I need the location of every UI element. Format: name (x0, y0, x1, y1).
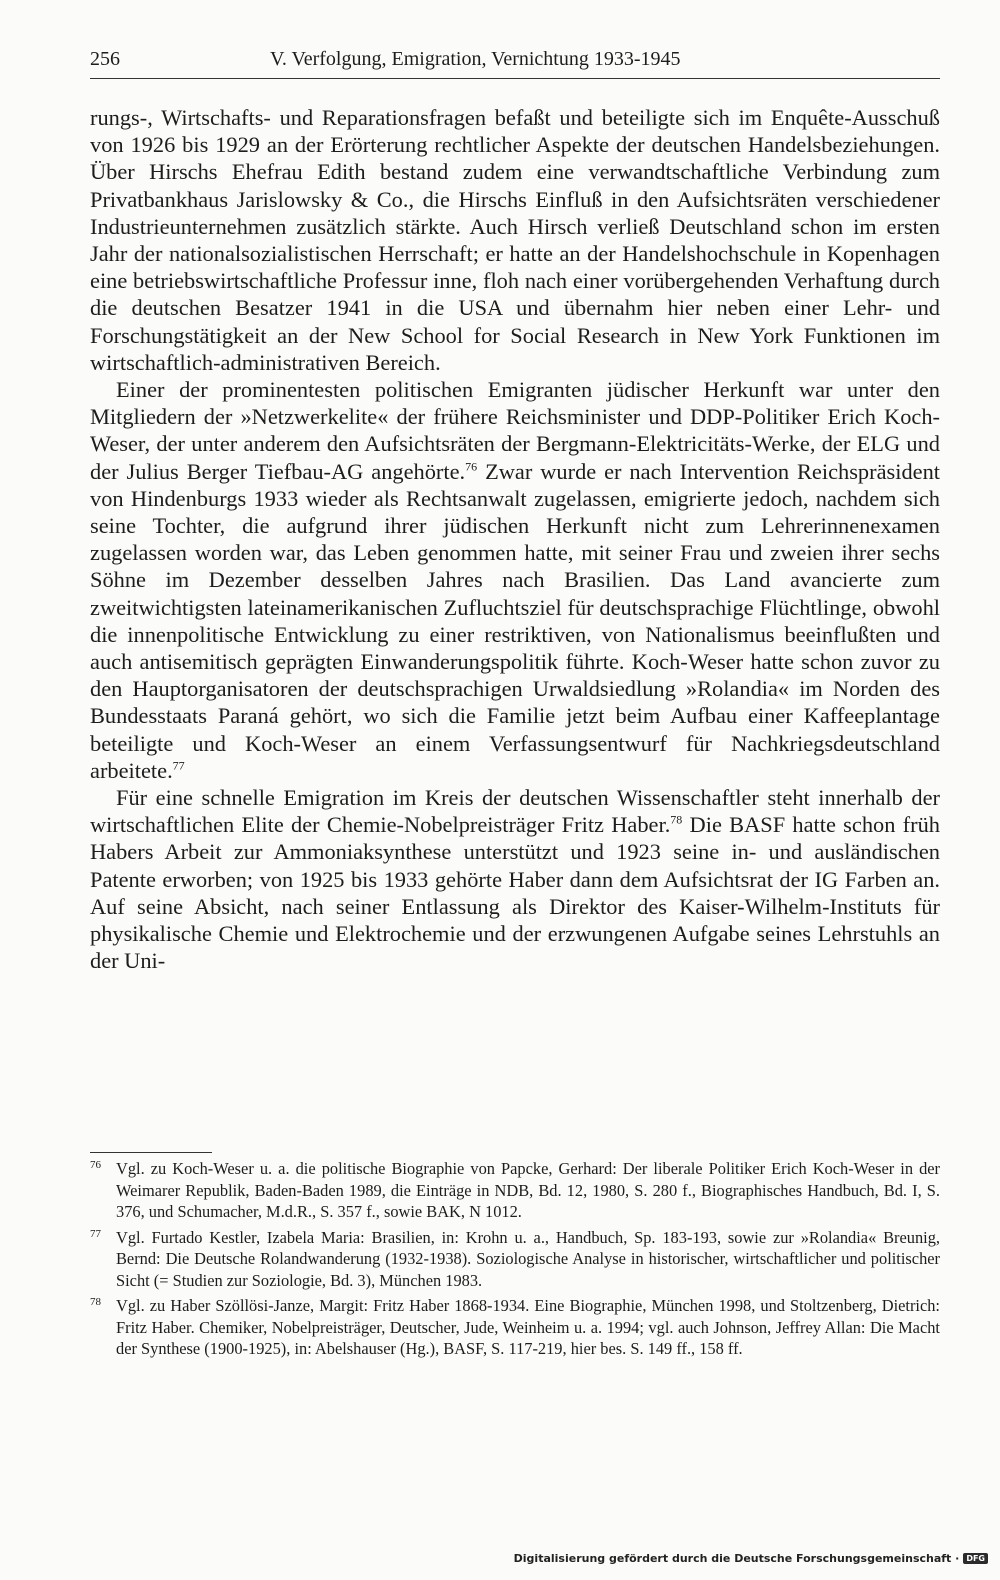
paragraph (90, 784, 940, 974)
running-title: V. Verfolgung, Emigration, Vernichtung 1933-1945 (270, 48, 681, 70)
main-text (90, 104, 940, 975)
footnote-number: 76 (90, 1159, 101, 1171)
footnotes (90, 1158, 940, 1364)
paragraph-text: Einer der prominentesten politischen Emigranten jüdischer Herkunft war unter den Mitgliedern der »Netzwerkelite« der frühere Reichsminister und DDP-Politiker Erich Koch-Weser, der unter anderem den Aufsichtsräten der Bergmann-Elektricitäts-Werke, der ELG und der Julius Berger Tiefbau-AG angehörte. (90, 377, 940, 484)
footnote (90, 1227, 940, 1292)
dfg-logo: DFG (963, 1553, 988, 1564)
page-number: 256 (90, 48, 120, 70)
footnote-text: Vgl. zu Haber Szöllösi-Janze, Margit: Fritz Haber 1868-1934. Eine Biographie, München 1998, und Stoltzenberg, Dietrich: Fritz Haber. Chemiker, Nobelpreisträger, Deutscher, Jude, Weinheim u. a. 1994; vgl. auch Johnson, Jeffrey Allan: Die Macht der Synthese (1900-1925), in: Abelshauser (Hg.), BASF, S. 117-219, hier bes. S. 149 ff., 158 ff. (116, 1296, 940, 1358)
paragraph-text: Für eine schnelle Emigration im Kreis der deutschen Wissenschaftler steht innerhalb der wirtschaftlichen Elite der Chemie-Nobelpreisträger Fritz Haber. (90, 785, 940, 838)
running-header (90, 46, 940, 79)
footnote-number: 78 (90, 1296, 101, 1308)
footnote-ref[interactable]: 78 (670, 812, 683, 827)
footnote (90, 1158, 940, 1223)
paragraph (90, 376, 940, 784)
digitization-footer (514, 1552, 988, 1565)
footer-credit: Digitalisierung gefördert durch die Deutsche Forschungsgemeinschaft · (513, 1552, 960, 1565)
footnote-text: Vgl. Furtado Kestler, Izabela Maria: Brasilien, in: Krohn u. a., Handbuch, Sp. 183-193, sowie zur »Rolandia« Breunig, Bernd: Die Deutsche Rolandwanderung (1932-1938). Soziologische Analyse in historischer, wirtschaftlicher und politischer Sicht (= Studien zur Soziologie, Bd. 3), München 1983. (116, 1227, 940, 1290)
paragraph-text: Zwar wurde er nach Intervention Reichspräsident von Hindenburgs 1933 wieder als Rechtsanwalt zugelassen, emigrierte jedoch, nachdem sich seine Tochter, die aufgrund ihrer jüdischen Herkunft nicht zum Lehrerinnenexamen zugelassen worden war, das Leben genommen hatte, mit seiner Frau und zweien ihrer sechs Söhne im Dezember desselben Jahres nach Brasilien. Das Land avancierte zum zweitwichtigsten lateinamerikanischen Zufluchtsziel für deutschsprachige Flüchtlinge, obwohl die innenpolitische Entwicklung zu einer restriktiven, von Nationalismus beeinflußten und auch antisemitisch geprägten Einwanderungspolitik führte. Koch-Weser hatte schon zuvor zu den Hauptorganisatoren der deutschsprachigen Urwaldsiedlung »Rolandia« im Norden des Bundesstaats Paraná gehört, wo sich die Familie jetzt beim Aufbau einer Kaffeeplantage beteiligte und Koch-Weser an einem Verfassungsentwurf für Nachkriegsdeutschland arbeitete. (90, 458, 940, 783)
footnote-number: 77 (90, 1227, 101, 1240)
paragraph: rungs-, Wirtschafts- und Reparationsfragen befaßt und beteiligte sich im Enquête-Ausschuß von 1926 bis 1929 an der Erörterung rechtlicher Aspekte der deutschen Handelsbeziehungen. Über Hirschs Ehefrau Edith bestand zudem eine verwandtschaftliche Verbindung zum Privatbankhaus Jarislowsky & Co., die Hirschs Einfluß in den Aufsichtsräten verschiedener Industrieunternehmen zusätzlich stärkte. Auch Hirsch verließ Deutschland schon im ersten Jahr der nationalsozialistischen Herrschaft; er hatte an der Handelshochschule in Kopenhagen eine betriebswirtschaftliche Professur inne, floh nach einer vorübergehenden Verhaftung durch die deutschen Besatzer 1941 in die USA und übernahm hier neben einer Lehr- und Forschungstätigkeit an der New School for Social Research in New York Funktionen im wirtschaftlich-administrativen Bereich. (90, 105, 940, 375)
footnote-text: Vgl. zu Koch-Weser u. a. die politische Biographie von Papcke, Gerhard: Der liberale Politiker Erich Koch-Weser in der Weimarer Republik, Baden-Baden 1989, die Einträge in NDB, Bd. 12, 1980, S. 280 f., Biographisches Handbuch, Bd. I, S. 376, und Schumacher, M.d.R., S. 357 f., sowie BAK, N 1012. (116, 1159, 940, 1221)
paragraph-text: Die BASF hatte schon früh Habers Arbeit zur Ammoniaksynthese unterstützt und 1923 seine in- und ausländischen Patente erworben; von 1925 bis 1933 gehörte Haber dann dem Aufsichtsrat der IG Farben an. Auf seine Absicht, nach seiner Entlassung als Direktor des Kaiser-Wilhelm-Instituts für physikalische Chemie und Elektrochemie und der erzwungenen Aufgabe seines Lehrstuhls an der Uni- (90, 812, 940, 974)
footnote-ref[interactable]: 76 (465, 459, 478, 474)
footnote-divider (90, 1152, 212, 1153)
footnote (90, 1295, 940, 1360)
footnote-ref[interactable]: 77 (172, 758, 185, 773)
